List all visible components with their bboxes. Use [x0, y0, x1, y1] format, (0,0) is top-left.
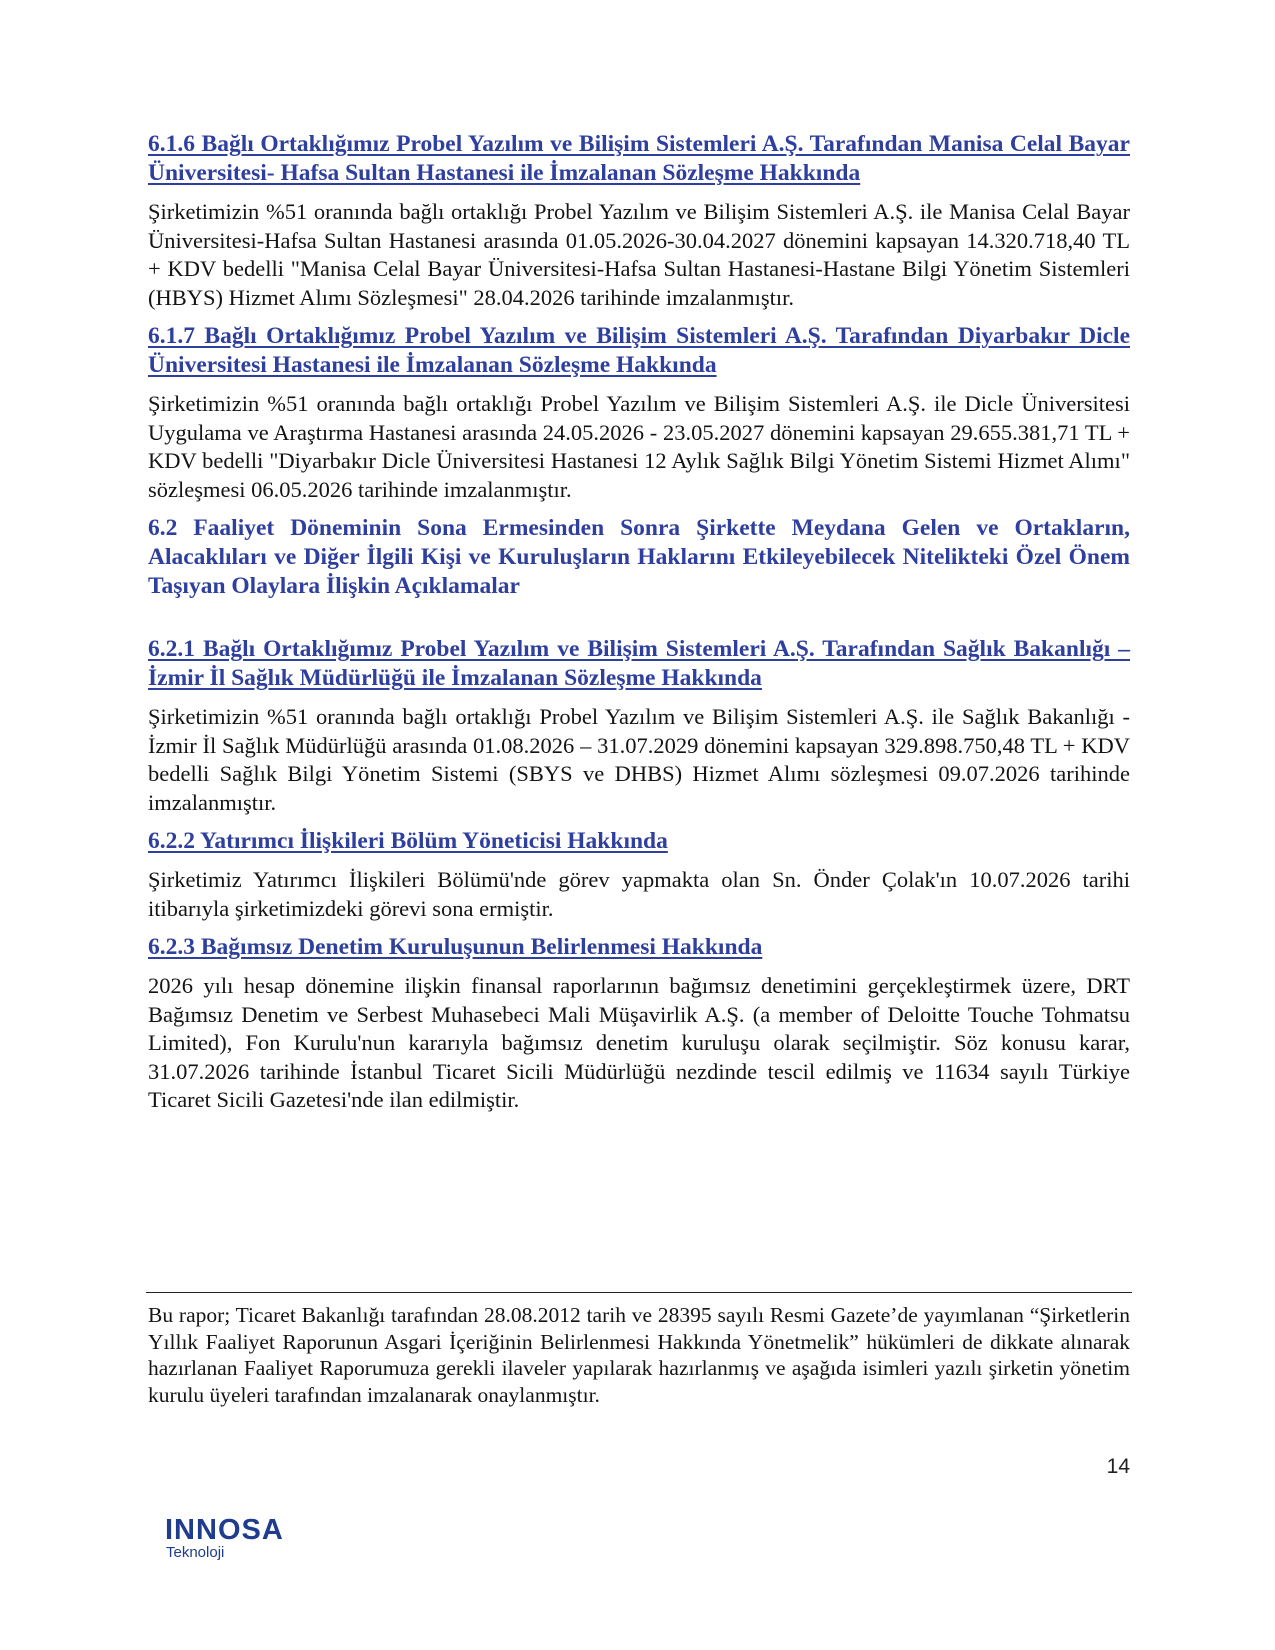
section-heading-6-2-1: 6.2.1 Bağlı Ortaklığımız Probel Yazılım ve Bilişim Sistemleri A.Ş. Tarafından Sağlık Bakanlığı – İzmir İl Sağlık Müdürlüğü ile İmzalanan Sözleşme Hakkında: [148, 636, 1130, 691]
footnote-divider: [146, 1292, 1132, 1293]
company-logo: [165, 1515, 325, 1575]
section-heading-6-2-2: 6.2.2 Yatırımcı İlişkileri Bölüm Yöneticisi Hakkında: [148, 828, 668, 854]
section-body-6-2-1: Şirketimizin %51 oranında bağlı ortaklığı Probel Yazılım ve Bilişim Sistemleri A.Ş. ile Sağlık Bakanlığı - İzmir İl Sağlık Müdürlüğü arasında 01.08.2026 – 31.07.2029 dönemini kapsayan 329.898.750,48 TL + KDV bedelli Sağlık Bilgi Yönetim Sistemi (SBYS ve DHBS) Hizmet Alımı sözleşmesi 09.07.2026 tarihinde imzalanmıştır.: [148, 704, 1130, 815]
logo-subtitle: Teknoloji: [166, 1544, 225, 1561]
section-body-6-1-7: Şirketimizin %51 oranında bağlı ortaklığı Probel Yazılım ve Bilişim Sistemleri A.Ş. ile Dicle Üniversitesi Uygulama ve Araştırma Hastanesi arasında 24.05.2026 - 23.05.2027 dönemini kapsayan 29.655.381,71 TL + KDV bedelli "Diyarbakır Dicle Üniversitesi Hastanesi 12 Aylık Sağlık Bilgi Yönetim Sistemi Hizmet Alımı" sözleşmesi 06.05.2026 tarihinde imzalanmıştır.: [148, 391, 1130, 502]
logo-wordmark: INNOSA: [165, 1514, 284, 1546]
page-number: 14: [1106, 1455, 1130, 1478]
section-heading-6-2-3: 6.2.3 Bağımsız Denetim Kuruluşunun Belirlenmesi Hakkında: [148, 934, 763, 960]
page-content: [148, 130, 1130, 1125]
section-body-6-2-2: Şirketimiz Yatırımcı İlişkileri Bölümü'nde görev yapmakta olan Sn. Önder Çolak'ın 10.07.2026 tarihi itibarıyla şirketimizdeki görevi sona ermiştir.: [148, 867, 1130, 921]
section-heading-6-2: 6.2 Faaliyet Döneminin Sona Ermesinden Sonra Şirkette Meydana Gelen ve Ortakların, Alacaklıları ve Diğer İlgili Kişi ve Kuruluşların Haklarını Etkileyebilecek Nitelikteki Özel Önem Taşıyan Olaylara İlişkin Açıklamalar: [148, 515, 1130, 599]
section-body-6-1-6: Şirketimizin %51 oranında bağlı ortaklığı Probel Yazılım ve Bilişim Sistemleri A.Ş. ile Manisa Celal Bayar Üniversitesi-Hafsa Sultan Hastanesi arasında 01.05.2026-30.04.2027 dönemini kapsayan 14.320.718,40 TL + KDV bedelli "Manisa Celal Bayar Üniversitesi-Hafsa Sultan Hastanesi-Hastane Bilgi Yönetim Sistemleri (HBYS) Hizmet Alımı Sözleşmesi" 28.04.2026 tarihinde imzalanmıştır.: [148, 199, 1130, 310]
footnote-text: Bu rapor; Ticaret Bakanlığı tarafından 28.08.2012 tarih ve 28395 sayılı Resmi Gazete’de yayımlanan “Şirketlerin Yıllık Faaliyet Raporunun Asgari İçeriğinin Belirlenmesi Hakkında Yönetmelik” hükümleri de dikkate alınarak hazırlanan Faaliyet Raporumuza gerekli ilaveler yapılarak hazırlanmış ve aşağıda isimleri yazılı şirketin yönetim kurulu üyeleri tarafından imzalanarak onaylanmıştır.: [148, 1303, 1130, 1407]
section-body-6-2-3: 2026 yılı hesap dönemine ilişkin finansal raporlarının bağımsız denetimini gerçekleştirmek üzere, DRT Bağımsız Denetim ve Serbest Muhasebeci Mali Müşavirlik A.Ş. (a member of Deloitte Touche Tohmatsu Limited), Fon Kurulu'nun kararıyla bağımsız denetim kuruluşu olarak seçilmiştir. Söz konusu karar, 31.07.2026 tarihinde İstanbul Ticaret Sicili Müdürlüğü nezdinde tescil edilmiş ve 11634 sayılı Türkiye Ticaret Sicili Gazetesi'nde ilan edilmiştir.: [148, 973, 1130, 1112]
section-heading-6-1-7: 6.1.7 Bağlı Ortaklığımız Probel Yazılım ve Bilişim Sistemleri A.Ş. Tarafından Diyarbakır Dicle Üniversitesi Hastanesi ile İmzalanan Sözleşme Hakkında: [148, 323, 1130, 378]
section-heading-6-1-6: 6.1.6 Bağlı Ortaklığımız Probel Yazılım ve Bilişim Sistemleri A.Ş. Tarafından Manisa Celal Bayar Üniversitesi- Hafsa Sultan Hastanesi ile İmzalanan Sözleşme Hakkında: [148, 131, 1130, 186]
section-spacer: [148, 611, 1130, 635]
